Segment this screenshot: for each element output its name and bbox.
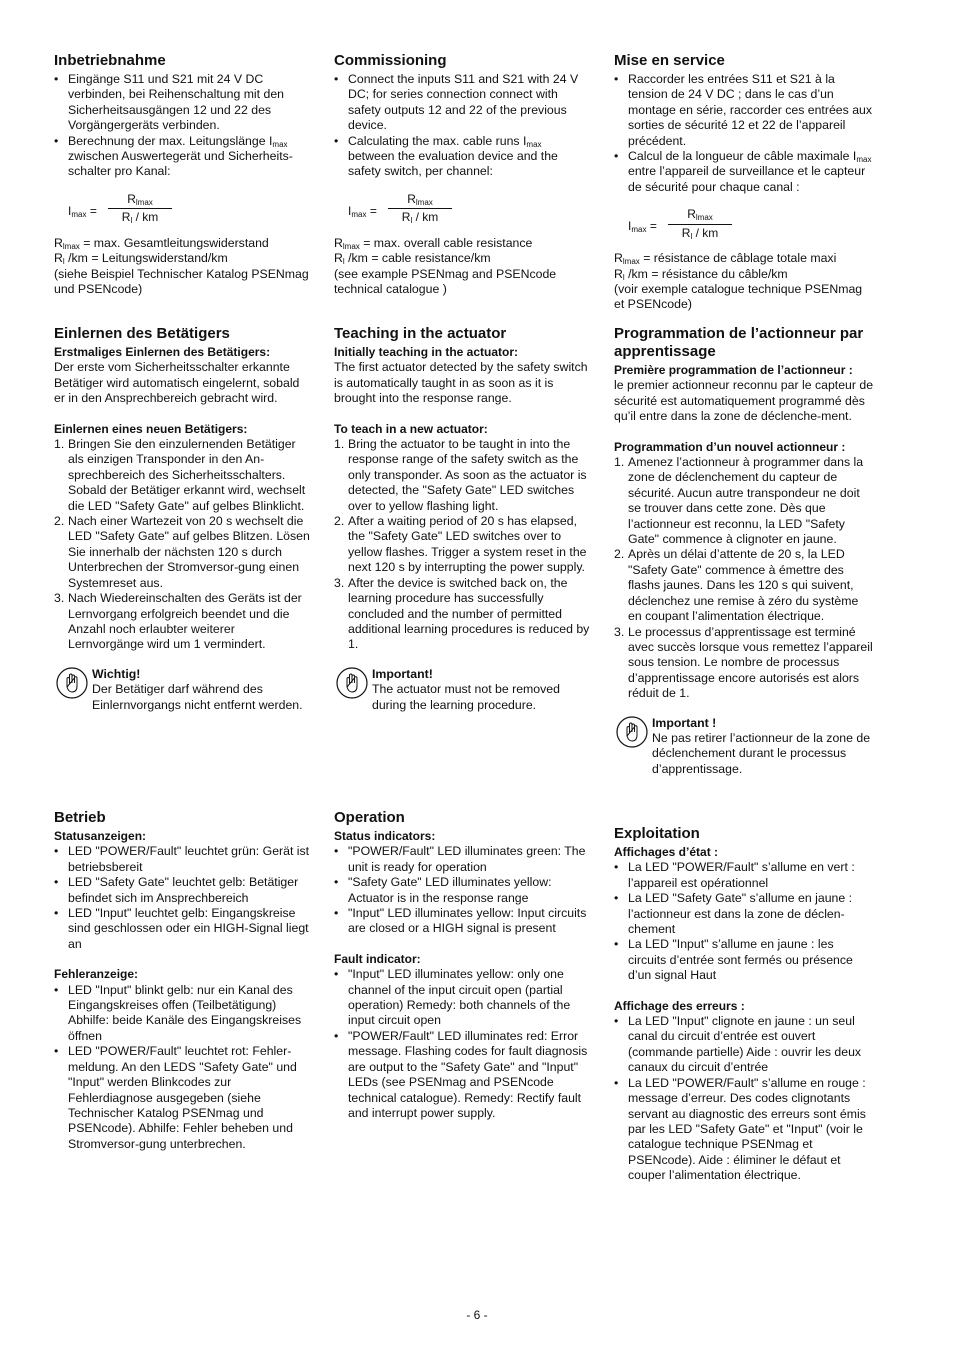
fault-list (334, 967, 590, 1121)
list-item: 3. Nach Wiedereinschalten des Geräts ist der Lernvorgang erfolgreich beendet und die Anzahl noch erlaubter weiterer Lernvorgänge wird um 1 vermindert. (54, 591, 302, 652)
list-item: • LED "Input" leuchtet gelb: Eingangskreise sind geschlossen oder ein HIGH-Signal liegt an (54, 906, 309, 951)
section-title: Inbetriebnahme (54, 52, 166, 69)
list-item: 2. Nach einer Wartezeit von 20 s wechselt die LED "Safety Gate" auf gelbes Blitzen. Lösen Sie innerhalb der nächsten 120 s durch Unterbrechen der Stromversor-gung einen Systemreset aus. (54, 514, 310, 590)
section-title: Teaching in the actuator (334, 325, 507, 342)
list-item: 3. After the device is switched back on, the learning procedure has successfully concluded and the number of permitted additional learning procedures is reduced by 1. (334, 575, 590, 652)
paragraph: Der erste vom Sicherheitsschalter erkannte Betätiger wird automatisch eingelernt, sobald er in den Ansprechbereich gebracht wird. (54, 360, 300, 406)
section-teaching-de (54, 325, 312, 713)
list-item: • "POWER/Fault" LED illuminates red: Error message. Flashing codes for fault diagnosis are output to the "Safety Gate" and "Input" LEDs (see PSENmag and PSENcode technical catalogue). Remedy: Rectify fault and interrupt power supply. (334, 1028, 588, 1120)
subheading: Einlernen eines neuen Betätigers: (54, 421, 248, 436)
page-number: - 6 - (466, 1308, 488, 1322)
fault-list (54, 983, 312, 1152)
list-item: • LED "POWER/Fault" leuchtet rot: Fehler-meldung. An den LEDS "Safety Gate" und "Input" werden Blinkcodes zur Fehlerdiagnose ausgegeben (siehe Technischer Katalog PSENmag und PSENcode). Abhilfe: Fehler beheben und Stromversor-gung unterbrechen. (54, 1044, 297, 1151)
subheading: Statusanzeigen: (54, 829, 147, 843)
subheading: Programmation d’un nouvel actionneur : (614, 439, 846, 454)
hand-warning-icon (616, 716, 648, 748)
list-item: • LED "Input" blinkt gelb: nur ein Kanal des Eingangskreises offen (Teilbetätigung) Abhilfe: beide Kanäle des Eingangskreises öffnen (54, 982, 302, 1043)
subheading: Initially teaching in the actuator: (334, 345, 519, 359)
paragraph: The first actuator detected by the safety switch is automatically taught in as soon as it is brought into the response range. (334, 360, 588, 406)
list-item: • "Input" LED illuminates yellow: Input circuits are closed or a HIGH signal is present (334, 906, 587, 936)
status-list (614, 860, 874, 983)
list-item: • Eingänge S11 und S21 mit 24 V DC verbinden, bei Reihenschaltung mit den Sicherheitsausgängen 12 und 22 des Vorgängergeräts verbinden. (54, 72, 285, 133)
cable-length-formula: $I_{max}$ = $R_{lmax}$ $R_l$ / km (348, 192, 590, 232)
list-item: 2. After a waiting period of 20 s has elapsed, the "Safety Gate" LED switches over to yellow flashes. Trigger a system reset in the next 120 s by interrupting the power supply. (334, 514, 587, 575)
hand-warning-icon (336, 667, 368, 699)
list-item: • La LED "POWER/Fault" s’allume en vert : l’appareil est opérationnel (614, 860, 855, 890)
teaching-steps (54, 437, 312, 653)
subheading: Fault indicator: (334, 951, 421, 966)
teaching-steps (334, 437, 590, 653)
cable-length-formula: $I_{max}$ = $R_{lmax}$ $R_l$ / km (628, 207, 874, 247)
list-item: • Calcul de la longueur de câble maximale $I_{max}$ entre l’appareil de surveillance et le capteur de sécurité pour chaque canal : (614, 149, 872, 194)
subheading: Erstmaliges Einlernen des Betätigers: (54, 345, 271, 359)
important-note: Important ! Ne pas retirer l’actionneur de la zone de déclenchement durant le processus d’apprentissage. (614, 716, 874, 778)
important-note: Wichtig! Der Betätiger darf während des Einlernvorgangs nicht entfernt werden. (54, 667, 312, 713)
section-commissioning-de (54, 52, 312, 297)
commissioning-list (334, 72, 590, 180)
section-teaching-en (334, 325, 590, 713)
section-commissioning-en (334, 52, 590, 297)
section-operation-fr (614, 825, 874, 1184)
list-item: 2. Après un délai d’attente de 20 s, la LED "Safety Gate" commence à émettre des flashs jaunes. Dans les 120 s qui suivent, déclenchez une remise à zéro du système en coupant l’alimentation électrique. (614, 547, 859, 624)
section-title: Einlernen des Betätigers (54, 325, 230, 342)
section-title: Programmation de l’actionneur par apprentissage (614, 325, 864, 360)
subheading: Fehleranzeige: (54, 967, 139, 982)
list-item: 1. Bring the actuator to be taught in into the response range of the safety switch as the only transponder. As soon as the actuator is detected, the "Safety Gate" LED switches over to yellow flashing light. (334, 437, 587, 513)
list-item: • Raccorder les entrées S11 et S21 à la tension de 24 V DC ; dans le cas d’un montage en série, raccorder ces entrées aux sorties de sécurité 12 et 22 de l’appareil précédent. (614, 72, 873, 148)
list-item: • Berechnung der max. Leitungslänge $I_{max}$ zwischen Auswertegerät und Sicherheits-schalter pro Kanal: (54, 133, 293, 179)
list-item: • LED "POWER/Fault" leuchtet grün: Gerät ist betriebsbereit (54, 844, 310, 874)
subheading: Status indicators: (334, 829, 436, 843)
formula-definitions: $R_{lmax} = \max$. Gesamtleitungswiderstand $R_l$ /km = Leitungswiderstand/km (siehe Beispiel Technischer Katalog PSENmag und PSENcode) (54, 235, 309, 297)
list-item: • LED "Safety Gate" leuchtet gelb: Betätiger befindet sich im Ansprechbereich (54, 875, 299, 905)
subheading: Affichage des erreurs : (614, 998, 745, 1013)
status-list (334, 844, 590, 936)
list-item: • La LED "Safety Gate" s’allume en jaune : l’actionneur est dans la zone de déclen-chement (614, 891, 853, 937)
list-item: • "POWER/Fault" LED illuminates green: The unit is ready for operation (334, 844, 586, 874)
subheading: Première programmation de l’actionneur : (614, 363, 853, 377)
section-title: Betrieb (54, 809, 106, 826)
section-title: Operation (334, 809, 405, 826)
teaching-steps (614, 455, 874, 702)
list-item: • La LED "POWER/Fault" s’allume en rouge : message d’erreur. Des codes clignotants servant au diagnostic des erreurs sont émis par les LED "Safety Gate" et "Input" (voir le catalogue technique PSENmag et PSENcode). Aide : éliminer le défaut et couper l’alimentation électrique. (614, 1075, 866, 1183)
list-item: • "Safety Gate" LED illuminates yellow: Actuator is in the response range (334, 875, 552, 905)
commissioning-list (614, 72, 874, 195)
commissioning-list (54, 72, 312, 180)
list-item: • "Input" LED illuminates yellow: only one channel of the input circuit open (partial operation) Remedy: both channels of the input circuit open (334, 967, 571, 1028)
section-operation-en (334, 809, 590, 1121)
section-teaching-fr (614, 325, 874, 777)
formula-definitions: $R_{lmax}$ = résistance de câblage totale maxi $R_l$ /km = résistance du câble/km (voir exemple catalogue technique PSENmag et PSENcode) (614, 251, 863, 312)
status-list (54, 844, 312, 952)
section-commissioning-fr (614, 52, 874, 313)
list-item: • La LED "Input" clignote en jaune : un seul canal du circuit d’entrée est ouvert (commande partielle) Aide : ouvrir les deux canaux du circuit d’entrée (614, 1014, 862, 1075)
paragraph: le premier actionneur reconnu par le capteur de sécurité est automatiquement programmé dès qu’il entre dans la zone de déclenche-ment. (614, 378, 874, 424)
fault-list (614, 1014, 874, 1183)
cable-length-formula: $I_{max}$ = $R_{lmax}$ $R_l$ / km (68, 192, 312, 232)
subheading: Affichages d’état : (614, 845, 719, 859)
list-item: • Calculating the max. cable runs $I_{max}$ between the evaluation device and the safety switch, per channel: (334, 133, 558, 179)
formula-definitions: $R_{lmax} = \max$. overall cable resistance $R_l$ /km = cable resistance/km (see example PSENmag and PSENcode technical catalogue ) (334, 235, 557, 297)
subheading: To teach in a new actuator: (334, 421, 488, 436)
list-item: • Connect the inputs S11 and S21 with 24 V DC; for series connection connect with safety outputs 12 and 22 of the previous device. (334, 72, 579, 133)
important-note: Important! The actuator must not be removed during the learning procedure. (334, 667, 590, 713)
section-title: Commissioning (334, 52, 447, 69)
section-title: Mise en service (614, 52, 725, 69)
list-item: 1. Bringen Sie den einzulernenden Betätiger als einzigen Transponder in den An-sprechbereich des Sicherheitsschalters. Sobald der Betätiger erkannt wird, wechselt die LED "Safety Gate" auf gelbes Blinklicht. (54, 437, 306, 513)
hand-warning-icon (56, 667, 88, 699)
section-title: Exploitation (614, 825, 700, 842)
list-item: 3. Le processus d’apprentissage est terminé avec succès lorsque vous remettez l’appareil sous tension. Le nombre de processus d’apprentissage encore autorisés est alors réduit de 1. (614, 624, 873, 701)
list-item: 1. Amenez l’actionneur à programmer dans la zone de déclenchement du capteur de sécurité. Aucun autre transpondeur ne doit se trouver dans cette zone. Dès que l’actionneur est reconnu, la LED "Safety Gate" commence à clignoter en jaune. (614, 455, 864, 547)
list-item: • La LED "Input" s’allume en jaune : les circuits d’entrée sont fermés ou présence d’un signal Haut (614, 937, 853, 983)
section-operation-de (54, 809, 312, 1152)
